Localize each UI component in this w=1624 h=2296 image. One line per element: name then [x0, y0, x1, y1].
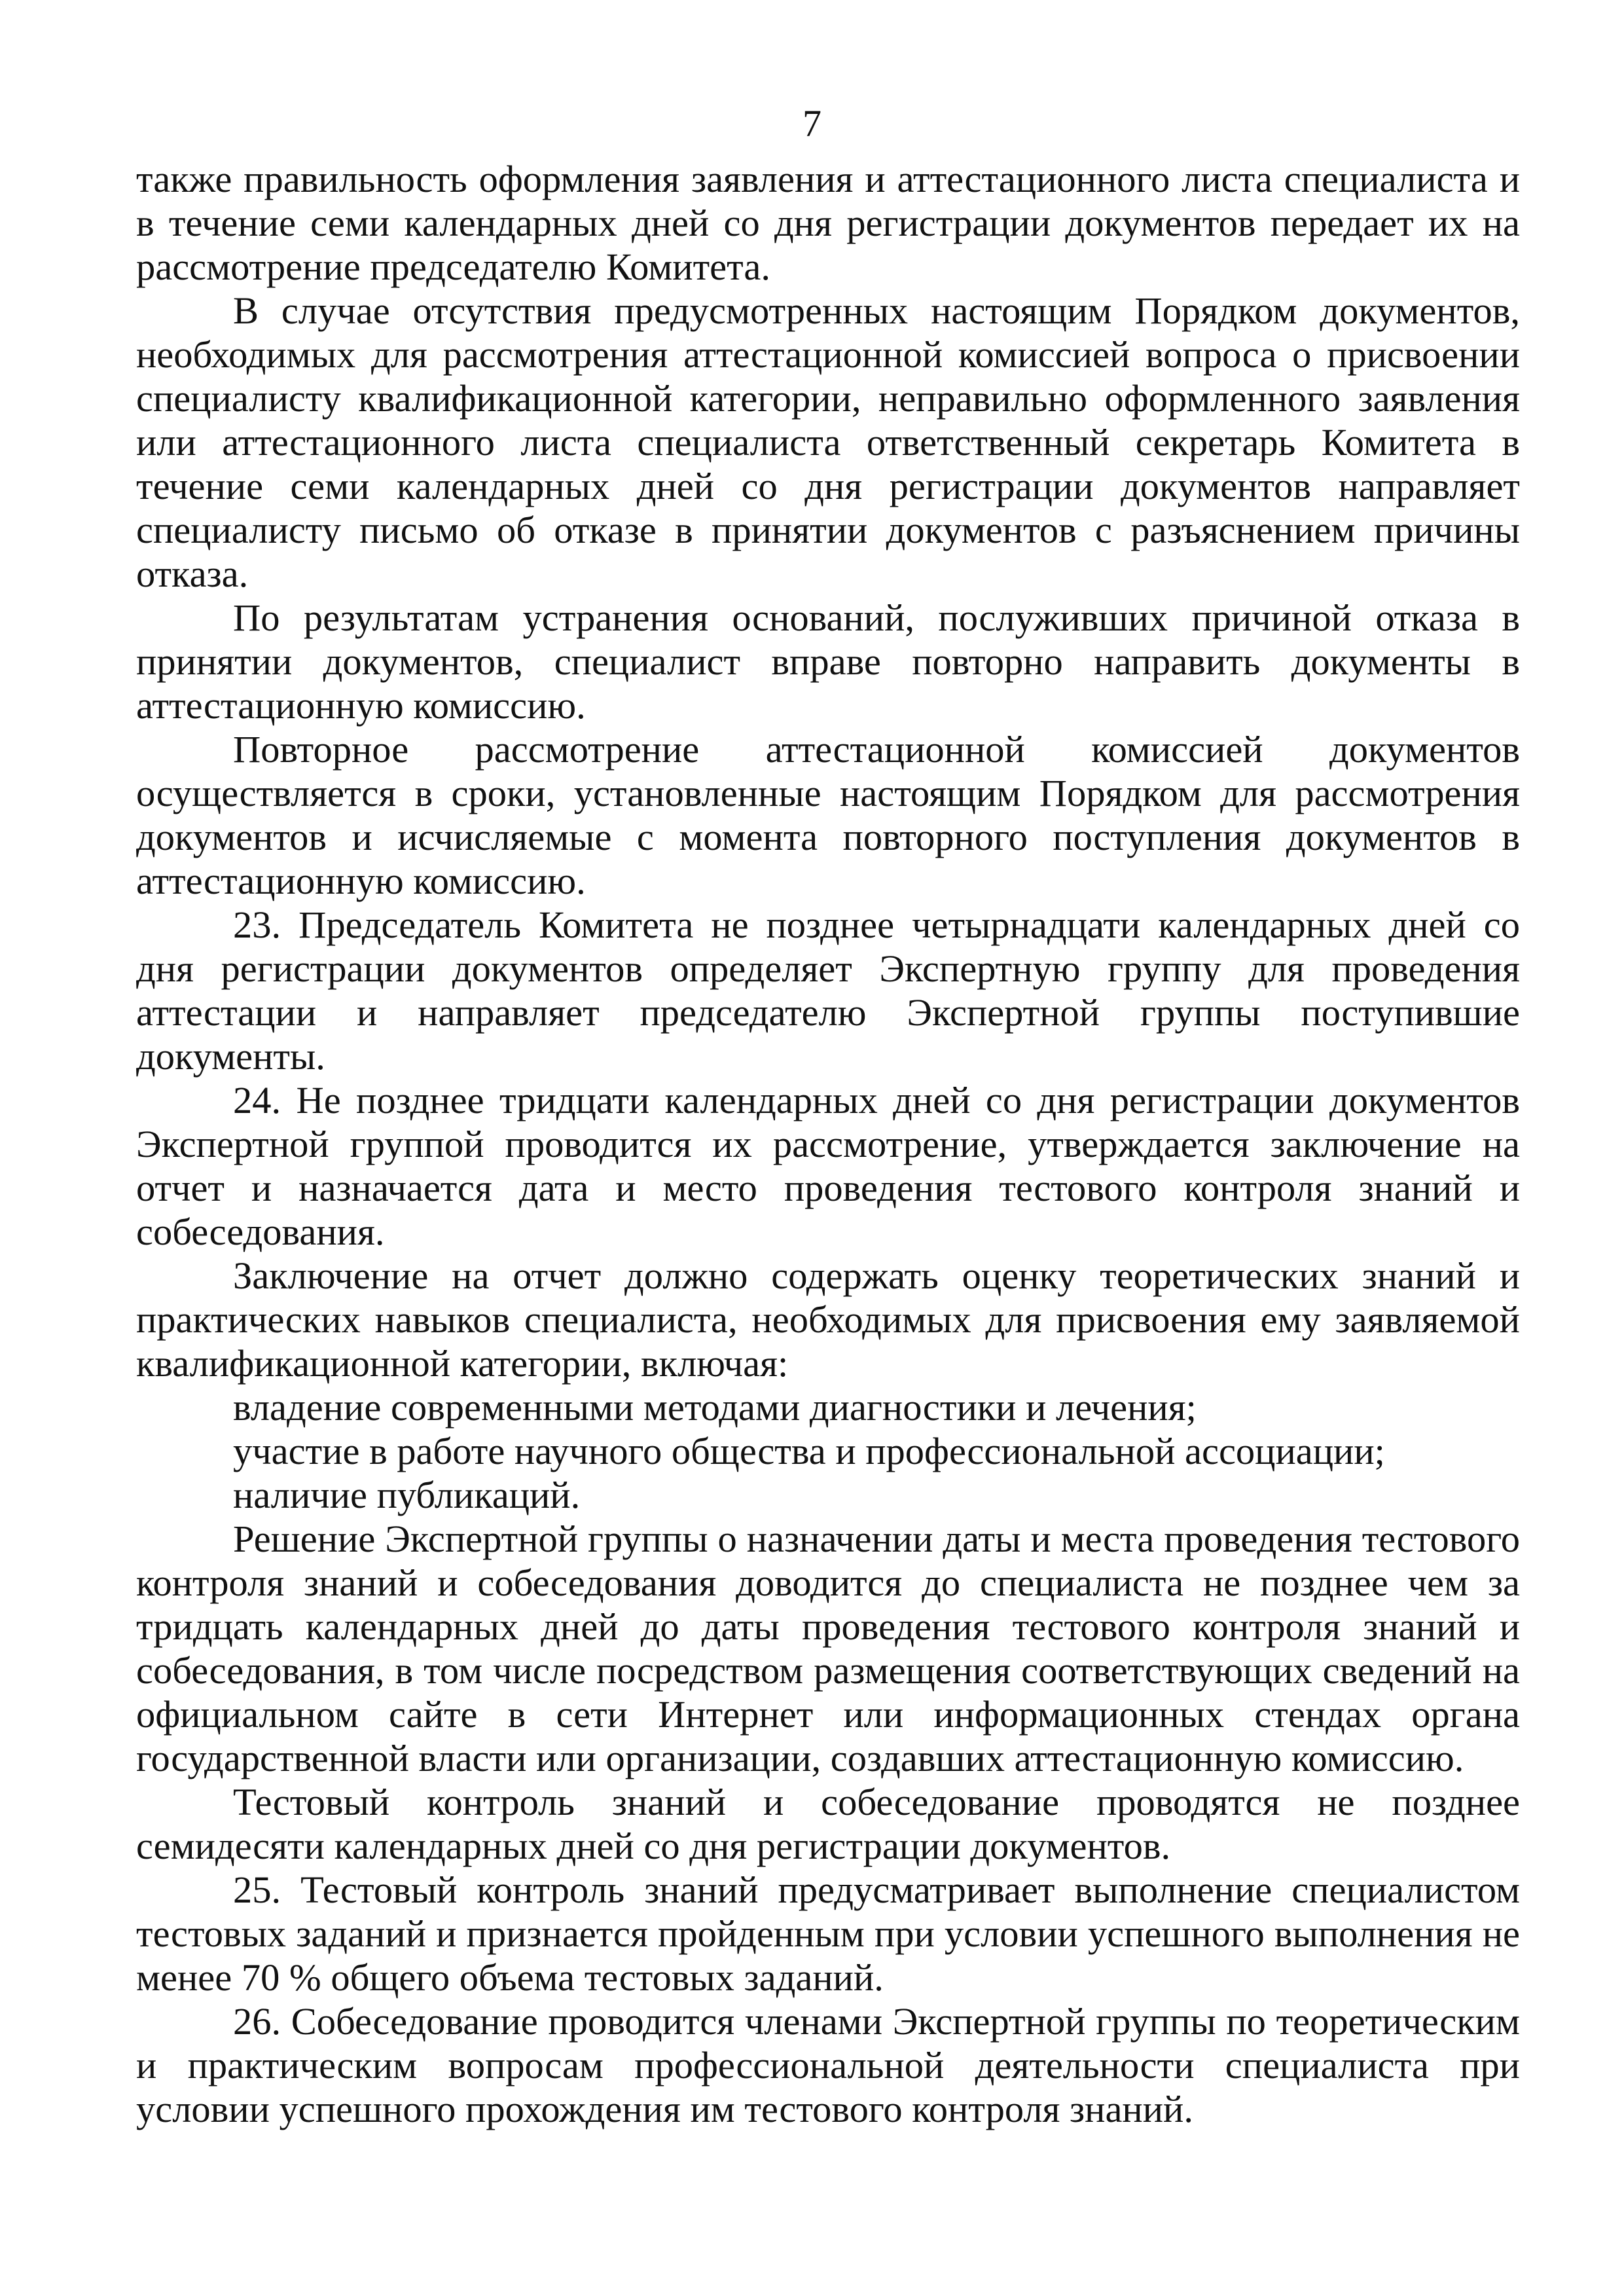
list-item-publications: наличие публикаций.: [233, 1474, 581, 1516]
paragraph-conclusion: Заключение на отчет должно содержать оценку теоретических знаний и практических навыков специалиста, необходимых для присвоения ему заявляемой квалификационной категории, включая:: [136, 1254, 1520, 1385]
paragraph-repeat-review: Повторное рассмотрение аттестационной комиссией документов осуществляется в сроки, установленные настоящим Порядком для рассмотрения документов и исчисляемые с момента повторного поступления документов в аттестационную комиссию.: [136, 728, 1520, 902]
paragraph-resubmission: По результатам устранения оснований, послуживших причиной отказа в принятии документов, специалист вправе повторно направить документы в аттестационную комиссию.: [136, 596, 1520, 727]
paragraph-item-23: 23. Председатель Комитета не позднее четырнадцати календарных дней со дня регистрации документов определяет Экспертную группу для проведения аттестации и направляет председателю Экспертной группы поступившие документы.: [136, 903, 1520, 1078]
paragraph-item-25: 25. Тестовый контроль знаний предусматривает выполнение специалистом тестовых заданий и признается пройденным при условии успешного выполнения не менее 70 % общего объема тестовых заданий.: [136, 1868, 1520, 1999]
paragraph-item-24: 24. Не позднее тридцати календарных дней со дня регистрации документов Экспертной группой проводится их рассмотрение, утверждается заключение на отчет и назначается дата и место проведения тестового контроля знаний и собеседования.: [136, 1079, 1520, 1253]
paragraph-continuation: также правильность оформления заявления и аттестационного листа специалиста и в течение семи календарных дней со дня регистрации документов передает их на рассмотрение председателю Комитета.: [136, 158, 1520, 288]
paragraph-test-deadline: Тестовый контроль знаний и собеседование проводятся не позднее семидесяти календарных дней со дня регистрации документов.: [136, 1781, 1520, 1867]
document-body: [136, 157, 1520, 2131]
paragraph-item-26: 26. Собеседование проводится членами Экспертной группы по теоретическим и практическим вопросам профессиональной деятельности специалиста при условии успешного прохождения им тестового контроля знаний.: [136, 2000, 1520, 2130]
list-item-methods: владение современными методами диагностики и лечения;: [233, 1386, 1197, 1429]
paragraph-refusal: В случае отсутствия предусмотренных настоящим Порядком документов, необходимых для рассмотрения аттестационной комиссией вопроса о присвоении специалисту квалификационной категории, неправильно оформленного заявления или аттестационного листа специалиста ответственный секретарь Комитета в течение семи календарных дней со дня регистрации документов направляет специалисту письмо об отказе в принятии документов с разъяснением причины отказа.: [136, 289, 1520, 595]
list-item-society: участие в работе научного общества и профессиональной ассоциации;: [233, 1430, 1385, 1472]
paragraph-expert-decision: Решение Экспертной группы о назначении даты и места проведения тестового контроля знаний и собеседования доводится до специалиста не позднее чем за тридцать календарных дней до даты проведения тестового контроля знаний и собеседования, в том числе посредством размещения соответствующих сведений на официальном сайте в сети Интернет или информационных стендах органа государственной власти или организации, создавших аттестационную комиссию.: [136, 1518, 1520, 1779]
page-number: 7: [803, 102, 821, 145]
